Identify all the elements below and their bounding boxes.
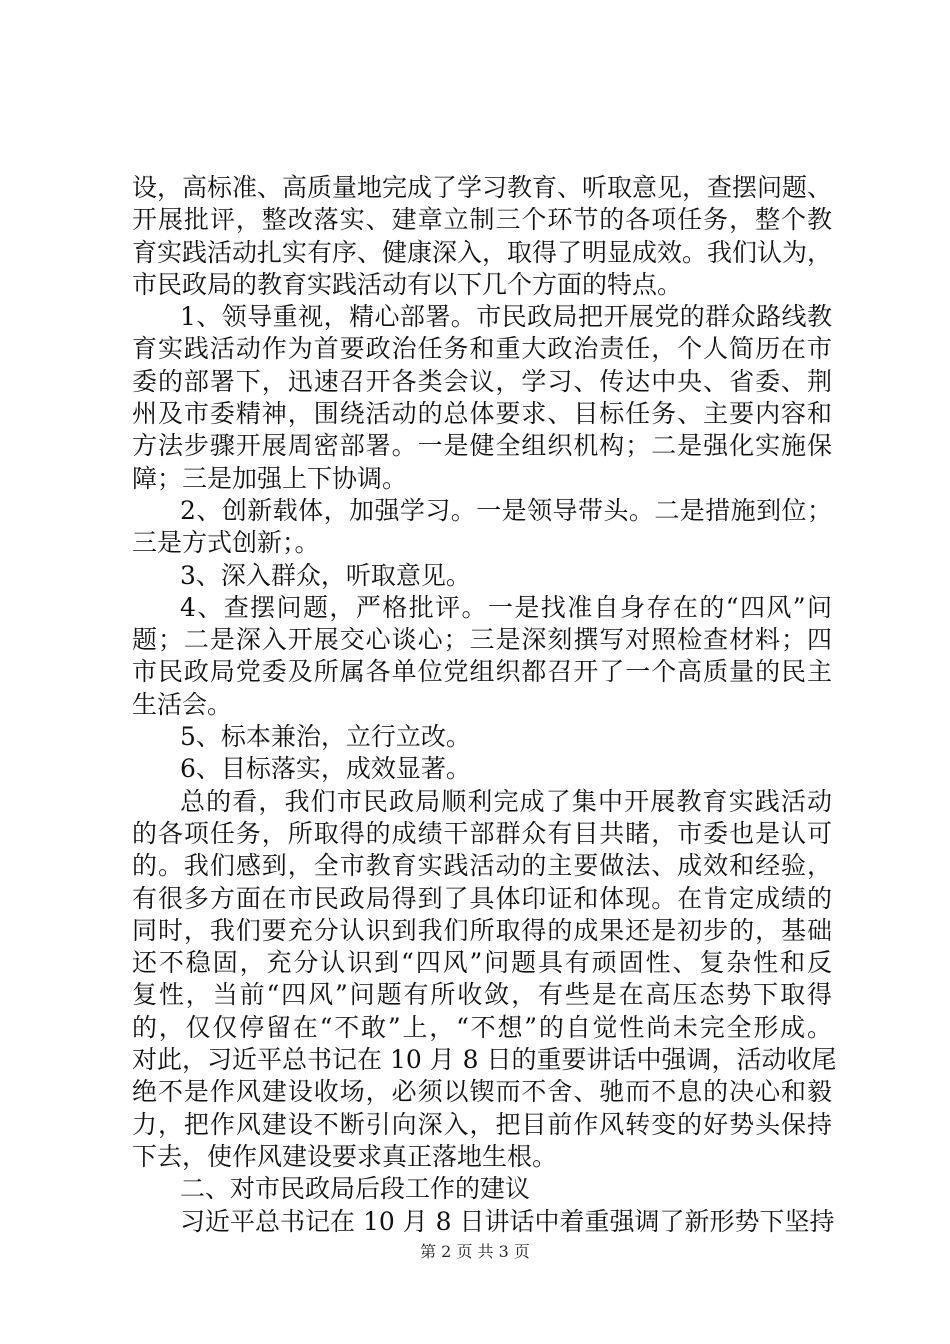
text-line: 1、领导重视，精心部署。市民政局把开展党的群众路线教 [180,302,832,332]
text-line: 育实践活动扎实有序、健康深入，取得了明显成效。我们认为， [132,237,833,267]
text-line: 总的看，我们市民政局顺利完成了集中开展教育实践活动 [180,786,832,816]
text-line: 生活会。 [132,689,233,719]
text-line: 的。我们感到，全市教育实践活动的主要做法、成效和经验， [132,851,832,881]
text-line: 障；三是加强上下协调。 [132,463,408,493]
text-line: 同时，我们要充分认识到我们所取得的成果还是初步的，基础 [132,915,832,945]
text-line: 委的部署下，迅速召开各类会议，学习、传达中央、省委、荆 [132,366,832,396]
section-heading: 二、对市民政局后段工作的建议 [180,1174,531,1204]
text-line: 设，高标准、高质量地完成了学习教育、听取意见，查摆问题、 [132,173,833,202]
text-line: 题；二是深入开展交心谈心；三是深刻撰写对照检查材料；四 [132,625,832,655]
text-line: 市民政局党委及所属各单位党组织都召开了一个高质量的民主 [132,657,832,687]
text-line: 有很多方面在市民政局得到了具体印证和体现。在肯定成绩的 [132,883,832,913]
text-line: 方法步骤开展周密部署。一是健全组织机构；二是强化实施保 [132,431,832,461]
text-line: 还不稳固，充分认识到“四风”问题具有顽固性、复杂性和反 [132,948,832,978]
text-line: 育实践活动作为首要政治任务和重大政治责任，个人简历在市 [132,334,832,364]
text-line: 3、深入群众，听取意见。 [180,560,471,590]
text-line: 习近平总书记在 10 月 8 日讲话中着重强调了新形势下坚持 [180,1206,835,1236]
text-line: 6、目标落实，成效显著。 [180,754,471,784]
text-line: 绝不是作风建设收场，必须以锲而不舍、驰而不息的决心和毅 [132,1077,832,1107]
text-line: 开展批评，整改落实、建章立制三个环节的各项任务，整个教 [132,205,832,235]
text-line: 下去，使作风建设要求真正落地生根。 [132,1141,558,1171]
page-number-footer: 第 2 页 共 3 页 [420,1242,530,1261]
text-line: 的各项任务，所取得的成绩干部群众有目共睹，市委也是认可 [132,818,832,848]
text-line: 力，把作风建设不断引向深入，把目前作风转变的好势头保持 [132,1109,832,1139]
text-line: 市民政局的教育实践活动有以下几个方面的特点。 [132,269,683,299]
text-line: 复性，当前“四风”问题有所收敛，有些是在高压态势下取得 [132,980,832,1010]
document-body [132,172,837,1238]
text-line: 4、查摆问题，严格批评。一是找准自身存在的“四风”问 [180,592,832,622]
text-line: 三是方式创新；。 [132,528,320,558]
text-line: 5、标本兼治，立行立改。 [180,722,471,752]
text-line: 对此，习近平总书记在 10 月 8 日的重要讲话中强调，活动收尾 [132,1045,837,1075]
text-line: 州及市委精神，围绕活动的总体要求、目标任务、主要内容和 [132,399,832,429]
text-line: 的，仅仅停留在“不敢”上，“不想”的自觉性尚未完全形成。 [132,1012,832,1042]
text-line: 2、创新载体，加强学习。一是领导带头。二是措施到位； [180,495,832,525]
